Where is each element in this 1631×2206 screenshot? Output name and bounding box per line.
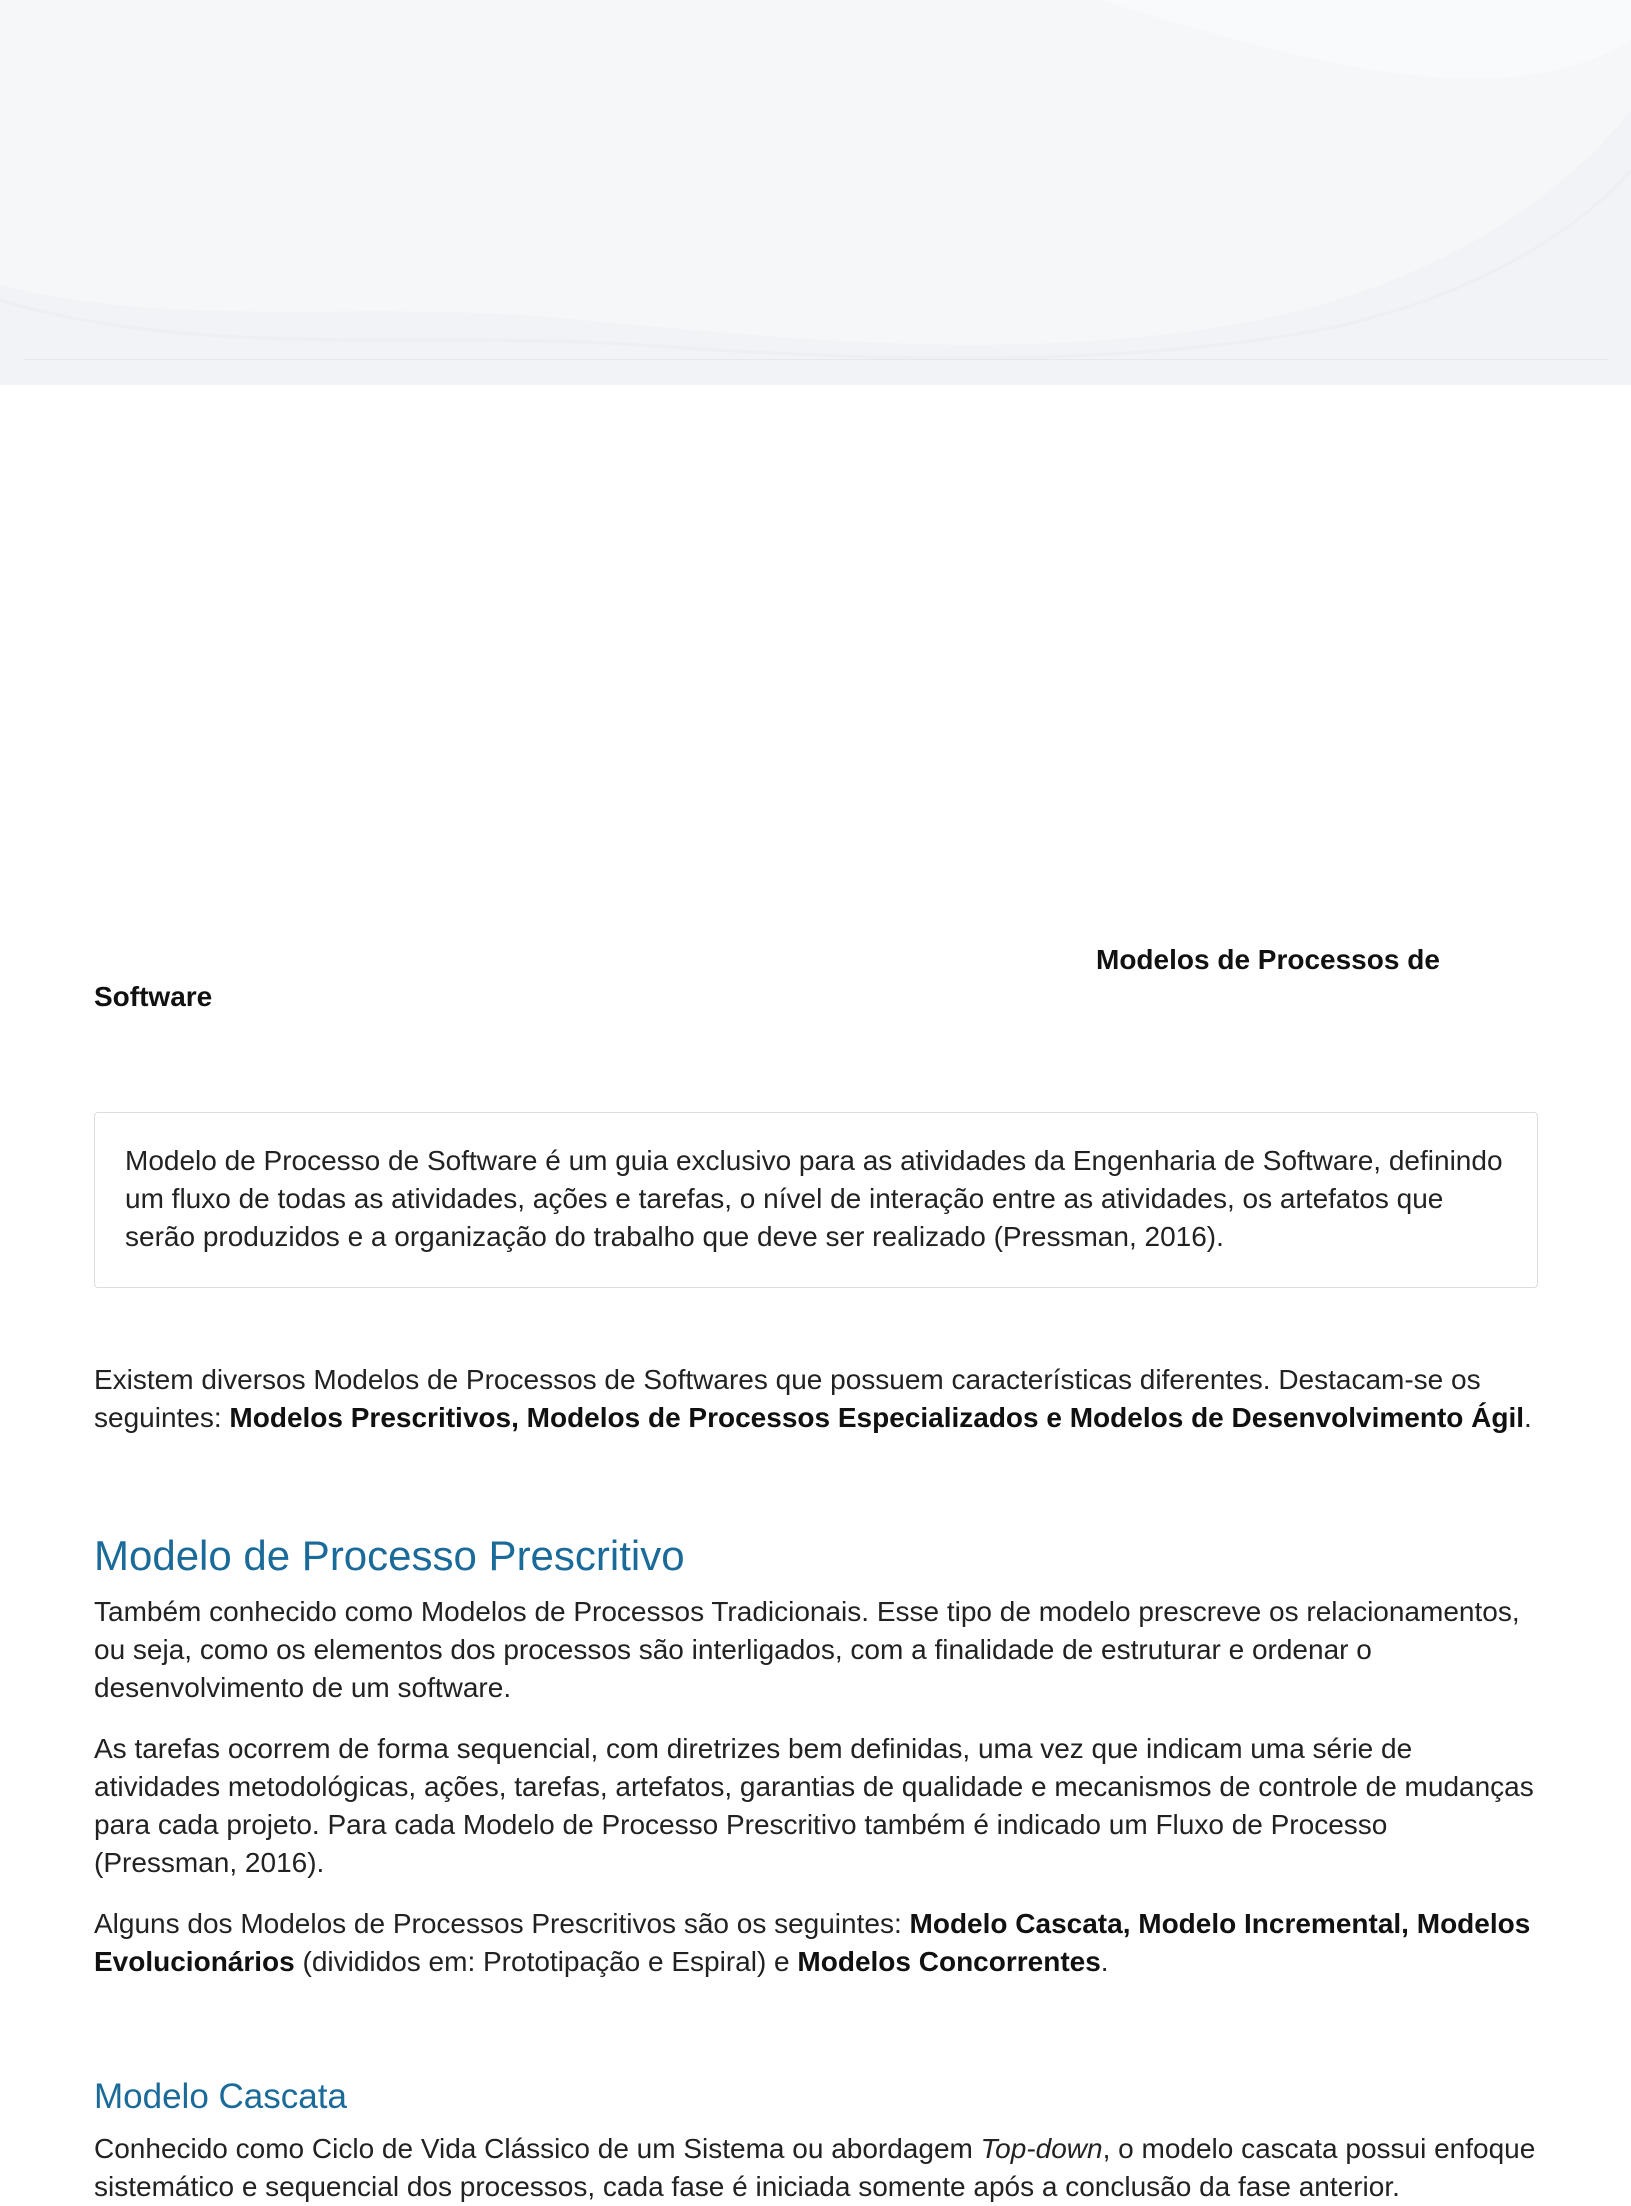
hero-wave-decoration: [0, 0, 1631, 385]
page-title-line-2: Software: [94, 981, 213, 1012]
section-heading-cascata: Modelo Cascata: [94, 2077, 347, 2116]
cascata-paragraph: [94, 2130, 1538, 2206]
intro-block: [94, 1361, 1538, 1437]
section-heading-prescritivo: Modelo de Processo Prescritivo: [94, 1532, 685, 1579]
section-prescritivo-body: [94, 1593, 1538, 1981]
prescritivo-paragraph-3: [94, 1905, 1538, 1981]
prescritivo-p3-start: Alguns dos Modelos de Processos Prescritivos são os seguintes:: [94, 1908, 910, 1939]
section-cascata-body: [94, 2130, 1538, 2206]
intro-text: Existem diversos Modelos de Processos de Softwares que possuem características diferentes. Destacam-se os seguintes:: [94, 1364, 1481, 1433]
hero-divider: [24, 359, 1609, 360]
intro-end: .: [1524, 1402, 1532, 1433]
intro-highlight: Modelos Prescritivos, Modelos de Processos Especializados e Modelos de Desenvolvimento Ágil: [229, 1402, 1525, 1433]
prescritivo-p3-middle: (divididos em: Prototipação e Espiral) e: [294, 1946, 798, 1977]
page-title-line-1: Modelos de Processos de: [1096, 944, 1440, 975]
cascata-text-italic: Top-down: [980, 2133, 1103, 2164]
hero-banner: [0, 0, 1631, 385]
prescritivo-p3-bold-2: Modelos Concorrentes: [797, 1946, 1101, 1977]
prescritivo-p3-bold-1: Modelo Cascata, Modelo Incremental, Modelos Evolucionários: [94, 1908, 1531, 1977]
prescritivo-paragraph-1: Também conhecido como Modelos de Processos Tradicionais. Esse tipo de modelo prescreve os relacionamentos, ou seja, como os elementos dos processos são interligados, com a finalidade de estruturar e ordenar o desenvolvimento de um software.: [94, 1596, 1520, 1703]
prescritivo-p3-end: .: [1100, 1946, 1109, 1977]
cascata-text-start: Conhecido como Ciclo de Vida Clássico de um Sistema ou abordagem: [94, 2133, 981, 2164]
intro-paragraph: [94, 1361, 1538, 1437]
cascata-text-end: , o modelo cascata possui enfoque sistemático e sequencial dos processos, cada fase é iniciada somente após a conclusão da fase anterior.: [94, 2133, 1536, 2202]
prescritivo-paragraph-2: As tarefas ocorrem de forma sequencial, com diretrizes bem definidas, uma vez que indicam uma série de atividades metodológicas, ações, tarefas, artefatos, garantias de qualidade e mecanismos de controle de mudanças para cada projeto. Para cada Modelo de Processo Prescritivo também é indicado um Fluxo de Processo (Pressman, 2016).: [94, 1733, 1534, 1878]
callout-text: Modelo de Processo de Software é um guia exclusivo para as atividades da Engenharia de Software, definindo um fluxo de todas as atividades, ações e tarefas, o nível de interação entre as atividades, os artefatos que serão produzidos e a organização do trabalho que deve ser realizado (Pressman, 2016).: [125, 1145, 1503, 1252]
definition-callout: [94, 1112, 1538, 1288]
